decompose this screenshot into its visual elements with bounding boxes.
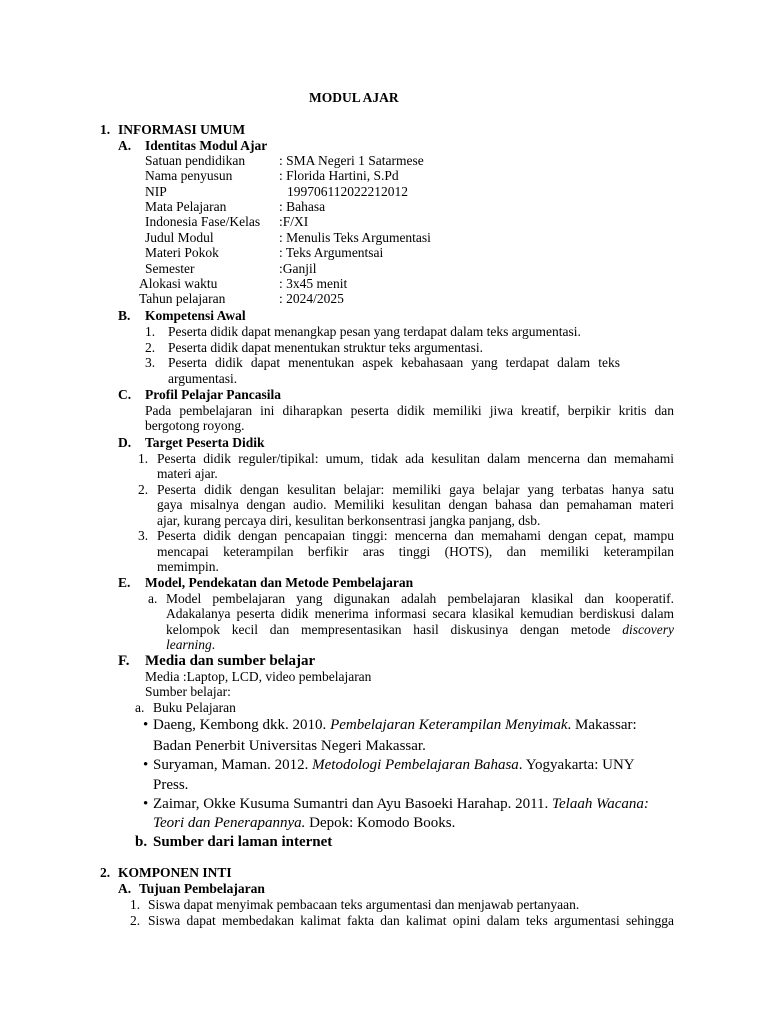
identity-label: Satuan pendidikan xyxy=(145,153,246,168)
section-2a-heading: Tujuan Pembelajaran xyxy=(139,881,265,896)
identity-label: Indonesia Fase/Kelas xyxy=(145,214,261,229)
section-2-number: 2. xyxy=(100,865,111,880)
reference-author: Suryaman, Maman. 2012. xyxy=(153,757,313,773)
list-item-continuation: memimpin. xyxy=(157,559,219,574)
list-letter: a. xyxy=(135,700,145,715)
section-1b-heading: Kompetensi Awal xyxy=(145,308,246,323)
section-2-heading: KOMPONEN INTI xyxy=(118,865,232,880)
paragraph-text: kelompok kecil dan mempresentasikan hasil diskusinya dengan metode xyxy=(166,622,611,637)
section-1f-heading: Media dan sumber belajar xyxy=(145,653,316,669)
identity-value: : SMA Negeri 1 Satarmese xyxy=(279,153,424,168)
paragraph-continuation: bergotong royong. xyxy=(145,418,245,433)
list-item-continuation: materi ajar. xyxy=(157,466,218,481)
section-1f-letter: F. xyxy=(118,653,130,669)
list-letter: a. xyxy=(148,591,158,606)
document-title: MODUL AJAR xyxy=(309,90,399,105)
identity-value: : 3x45 menit xyxy=(279,276,348,291)
list-letter: b. xyxy=(135,834,148,850)
reference-title: Pembelajaran Keterampilan Menyimak xyxy=(330,717,568,733)
paragraph xyxy=(166,637,215,653)
reference-publisher: . Makassar: xyxy=(567,717,637,733)
reference-publisher: Depok: Komodo Books. xyxy=(305,815,456,831)
list-item-continuation: gaya misalnya dengan audio. Memiliki kesulitan dengan bahasa dan pemahaman materi xyxy=(157,497,674,512)
identity-label: Materi Pokok xyxy=(145,245,219,260)
reference-item xyxy=(153,756,635,775)
paragraph: Model pembelajaran yang digunakan adalah pembelajaran klasikal dan kooperatif. xyxy=(166,591,674,606)
list-number: 3. xyxy=(138,528,149,543)
section-1d-letter: D. xyxy=(118,435,132,450)
section-1-heading: INFORMASI UMUM xyxy=(118,122,246,137)
section-2a-letter: A. xyxy=(118,881,132,896)
identity-value: :Ganjil xyxy=(279,261,317,276)
identity-label: NIP xyxy=(145,184,167,199)
identity-label: Mata Pelajaran xyxy=(145,199,227,214)
list-number: 2. xyxy=(130,913,141,928)
sumber-label: Sumber belajar: xyxy=(145,684,231,699)
section-1d-heading: Target Peserta Didik xyxy=(145,435,265,450)
list-item: Peserta didik dapat menangkap pesan yang terdapat dalam teks argumentasi. xyxy=(168,324,581,339)
list-item: Siswa dapat menyimak pembacaan teks argumentasi dan menjawab pertanyaan. xyxy=(148,897,580,912)
identity-value: : Florida Hartini, S.Pd xyxy=(279,168,399,183)
section-1a-heading: Identitas Modul Ajar xyxy=(145,138,268,153)
media-text: Media :Laptop, LCD, video pembelajaran xyxy=(145,669,372,684)
list-item: Siswa dapat membedakan kalimat fakta dan kalimat opini dalam teks argumentasi sehingga xyxy=(148,913,674,928)
identity-value: : 2024/2025 xyxy=(279,291,344,306)
internet-sources-heading: Sumber dari laman internet xyxy=(153,834,333,850)
section-1b-letter: B. xyxy=(118,308,131,323)
identity-value: : Menulis Teks Argumentasi xyxy=(279,230,431,245)
identity-label: Judul Modul xyxy=(145,230,214,245)
paragraph xyxy=(166,622,674,638)
identity-value: 199706112022212012 xyxy=(287,184,408,199)
list-item: Peserta didik dapat menentukan struktur teks argumentasi. xyxy=(168,340,484,355)
identity-label: Nama penyusun xyxy=(145,168,233,183)
bullet-icon: • xyxy=(143,717,149,733)
identity-label: Alokasi waktu xyxy=(139,276,218,291)
list-item: Peserta didik dapat menentukan aspek kebahasaan yang terdapat dalam teks xyxy=(168,355,620,370)
reference-continuation xyxy=(153,814,455,833)
section-1-number: 1. xyxy=(100,122,111,137)
section-1c-heading: Profil Pelajar Pancasila xyxy=(145,387,281,402)
list-number: 1. xyxy=(145,324,156,339)
section-1e-letter: E. xyxy=(118,575,131,590)
list-item: Peserta didik reguler/tipikal: umum, tidak ada kesulitan dalam mencerna dan memahami xyxy=(157,451,674,466)
identity-value: :F/XI xyxy=(279,214,309,229)
section-1e-heading: Model, Pendekatan dan Metode Pembelajaran xyxy=(145,575,414,590)
reference-continuation: Press. xyxy=(153,777,189,793)
reference-title: Telaah Wacana: xyxy=(552,796,649,812)
section-1a-letter: A. xyxy=(118,138,132,153)
period: . xyxy=(211,637,216,652)
reference-publisher: . Yogyakarta: UNY xyxy=(518,757,635,773)
identity-value: : Teks Argumentsai xyxy=(279,245,384,260)
section-1c-letter: C. xyxy=(118,387,132,402)
list-item-continuation: ajar, kurang percaya diri, kesulitan berkonsentrasi jangka panjang, dsb. xyxy=(157,513,541,528)
list-item: Buku Pelajaran xyxy=(153,700,236,715)
list-number: 1. xyxy=(130,897,141,912)
list-number: 2. xyxy=(138,482,149,497)
reference-item xyxy=(153,795,649,814)
reference-author: Daeng, Kembong dkk. 2010. xyxy=(153,717,331,733)
list-item: Peserta didik dengan kesulitan belajar: memiliki gaya belajar yang terbatas hanya satu xyxy=(157,482,674,497)
list-number: 3. xyxy=(145,355,156,370)
reference-title: Teori dan Penerapannya. xyxy=(153,815,306,831)
list-item-continuation: argumentasi. xyxy=(168,371,238,386)
bullet-icon: • xyxy=(143,757,149,773)
list-number: 1. xyxy=(138,451,149,466)
reference-continuation: Badan Penerbit Universitas Negeri Makassar. xyxy=(153,738,426,754)
identity-label: Tahun pelajaran xyxy=(139,291,226,306)
paragraph: Pada pembelajaran ini diharapkan peserta didik memiliki jiwa kreatif, berpikir kritis dan xyxy=(145,403,674,418)
bullet-icon: • xyxy=(143,796,149,812)
reference-author: Zaimar, Okke Kusuma Sumantri dan Ayu Basoeki Harahap. 2011. xyxy=(153,796,553,812)
paragraph-italic: discovery xyxy=(622,622,674,637)
reference-item xyxy=(153,716,637,735)
list-number: 2. xyxy=(145,340,156,355)
identity-label: Semester xyxy=(145,261,195,276)
paragraph-italic: learning xyxy=(166,637,212,652)
reference-title: Metodologi Pembelajaran Bahasa xyxy=(312,757,519,773)
identity-value: : Bahasa xyxy=(279,199,326,214)
list-item: Peserta didik dengan pencapaian tinggi: mencerna dan memahami dengan cepat, mampu xyxy=(157,528,674,543)
list-item-continuation: mencapai keterampilan berfikir aras tinggi (HOTS), dan memiliki keterampilan xyxy=(157,544,674,559)
paragraph: Adakalanya peserta didik menerima informasi secara klasikal kemudian berdiskusi dalam xyxy=(166,606,674,621)
